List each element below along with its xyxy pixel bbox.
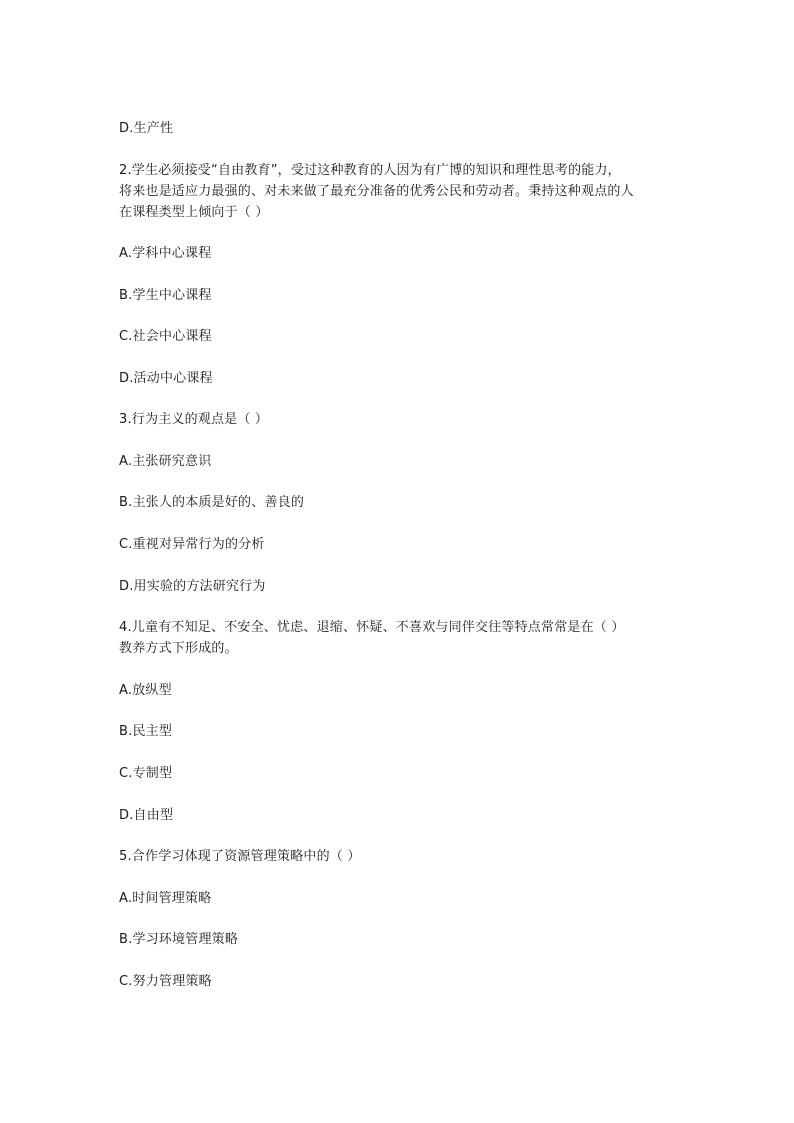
- question-4-line-1: 4.儿童有不知足、不安全、忧虑、退缩、怀疑、不喜欢与同伴交往等特点常常是在（ ）: [119, 620, 625, 635]
- option-d-prev: D.生产性: [119, 121, 174, 136]
- question-2-line-3: 在课程类型上倾向于（ ）: [119, 205, 269, 220]
- question-2-line-2: 将来也是适应力最强的、对未来做了最充分准备的优秀公民和劳动者。秉持这种观点的人: [119, 184, 634, 199]
- question-4-option-c: C.专制型: [119, 766, 173, 781]
- question-4-option-d: D.自由型: [119, 808, 174, 823]
- question-5-option-a: A.时间管理策略: [119, 891, 212, 906]
- question-4-line-2: 教养方式下形成的。: [119, 641, 238, 656]
- question-5: 5.合作学习体现了资源管理策略中的（ ）: [119, 849, 361, 864]
- question-3-option-c: C.重视对异常行为的分析: [119, 537, 265, 552]
- question-2-option-d: D.活动中心课程: [119, 371, 213, 386]
- question-4-option-b: B.民主型: [119, 724, 173, 739]
- question-4-option-a: A.放纵型: [119, 683, 172, 698]
- question-2-option-a: A.学科中心课程: [119, 246, 212, 261]
- question-3-option-b: B.主张人的本质是好的、善良的: [119, 495, 305, 510]
- question-3-option-d: D.用实验的方法研究行为: [119, 579, 266, 594]
- question-2-option-b: B.学生中心课程: [119, 288, 212, 303]
- question-3-option-a: A.主张研究意识: [119, 454, 212, 469]
- question-3: 3.行为主义的观点是（ ）: [119, 412, 269, 427]
- question-2-line-1: 2.学生必须接受“自由教育”，受过这种教育的人因为有广博的知识和理性思考的能力，: [119, 163, 621, 178]
- question-5-option-b: B.学习环境管理策略: [119, 932, 239, 947]
- question-2-option-c: C.社会中心课程: [119, 329, 212, 344]
- question-5-option-c: C.努力管理策略: [119, 974, 212, 989]
